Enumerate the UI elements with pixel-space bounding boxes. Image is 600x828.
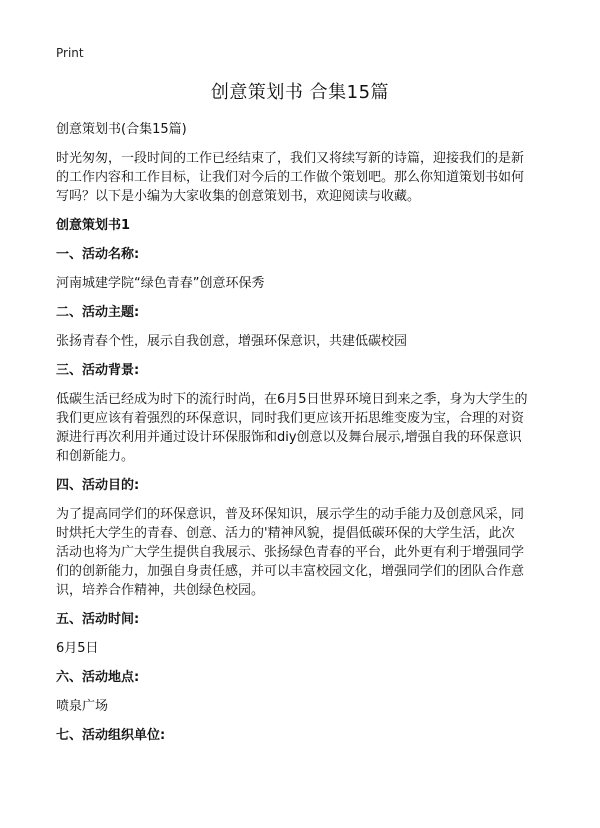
document-title: 创意策划书 合集15篇 (210, 82, 390, 103)
intro-paragraph (56, 149, 548, 206)
section-heading: 五、活动时间: (56, 612, 140, 627)
section-text: 河南城建学院“绿色青春”创意环保秀 (56, 276, 265, 291)
section-text: 们的创新能力，加强自身责任感，并可以丰富校园文化，增强同学们的团队合作意 (56, 564, 525, 579)
document-body (56, 120, 548, 745)
document-subtitle: 创意策划书(合集15篇) (56, 122, 187, 137)
intro-line: 时光匆匆，一段时间的工作已经结束了，我们又将续写新的诗篇，迎接我们的是新 (56, 151, 525, 166)
section-title: 创意策划书1 (56, 218, 131, 233)
section-text: 6月5日 (56, 641, 99, 656)
section-heading: 一、活动名称: (56, 247, 140, 262)
section-text: 源进行再次利用并通过设计环保服饰和diy创意以及舞台展示,增强自我的环保意识 (56, 430, 522, 445)
section-text: 低碳生活已经成为时下的流行时尚，在6月5日世界环境日到来之季，身为大学生的 (56, 392, 528, 407)
print-link[interactable]: Print (56, 46, 84, 60)
intro-line: 写吗？以下是小编为大家收集的创意策划书，欢迎阅读与收藏。 (56, 189, 421, 204)
section-heading: 三、活动背景: (56, 363, 140, 378)
section-text: 我们更应该有着强烈的环保意识，同时我们更应该开拓思维变废为宝，合理的对资 (56, 411, 525, 426)
section-heading: 六、活动地点: (56, 670, 140, 685)
section-heading: 二、活动主题: (56, 305, 140, 320)
section-text: 识，培养合作精神，共创绿色校园。 (56, 583, 265, 598)
intro-line: 的工作内容和工作目标，让我们对今后的工作做个策划吧。那么你知道策划书如何 (56, 170, 525, 185)
section-text: 为了提高同学们的环保意识，普及环保知识，展示学生的动手能力及创意风采，同 (56, 507, 525, 522)
section-text: 喷泉广场 (56, 699, 109, 714)
section-heading: 四、活动目的: (56, 478, 140, 493)
section-text: 和创新能力。 (56, 449, 135, 464)
section-text: 张扬青春个性，展示自我创意，增强环保意识，共建低碳校园 (56, 334, 408, 349)
section-heading: 七、活动组织单位: (56, 728, 166, 743)
section-text: 时烘托大学生的青春、创意、活力的'精神风貌，提倡低碳环保的大学生活，此次 (56, 526, 515, 541)
section-text: 活动也将为广大学生提供自我展示、张扬绿色青春的平台，此外更有利于增强同学 (56, 545, 525, 560)
